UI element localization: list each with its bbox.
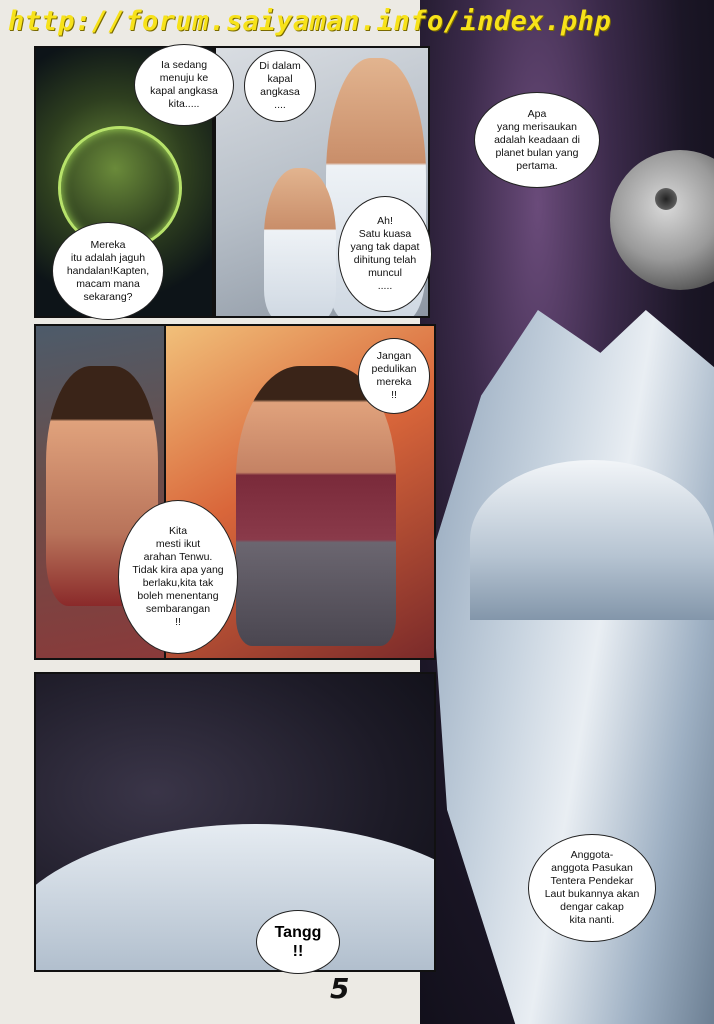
speech-bubble-p1-bottom: Mereka itu adalah jaguh handalan!Kapten, macam mana sekarang?: [52, 222, 164, 320]
speech-bubble-p1-top: Ia sedang menuju ke kapal angkasa kita.....: [134, 44, 234, 126]
station-dome: [470, 460, 714, 620]
speech-bubble-p2-top: Di dalam kapal angkasa ....: [244, 50, 316, 122]
speech-bubble-p4-bottom: Kita mesti ikut arahan Tenwu. Tidak kira apa yang berlaku,kita tak boleh menentang sembarangan !!: [118, 500, 238, 654]
caption-bubble-right: Anggota- anggota Pasukan Tentera Pendekar Laut bukannya akan dengar cakap kita nanti.: [528, 834, 656, 942]
station-hull-surface: [34, 824, 436, 972]
lead-warrior-figure: [236, 366, 396, 646]
speech-bubble-p2-bottom: Ah! Satu kuasa yang tak dapat dihitung telah muncul .....: [338, 196, 432, 312]
speech-bubble-p4-top: Jangan pedulikan mereka !!: [358, 338, 430, 414]
watermark-url: http://forum.saiyaman.info/index.php: [8, 6, 612, 37]
panel-warriors-landing: [34, 672, 436, 972]
officer-figure: [264, 168, 336, 318]
page-number: 5: [330, 972, 350, 1005]
sound-effect-tangg: Tangg !!: [256, 910, 340, 974]
moon-planet: [610, 150, 714, 290]
speech-bubble-space: Apa yang merisaukan adalah keadaan di planet bulan yang pertama.: [474, 92, 600, 188]
planet-crater: [655, 188, 677, 210]
